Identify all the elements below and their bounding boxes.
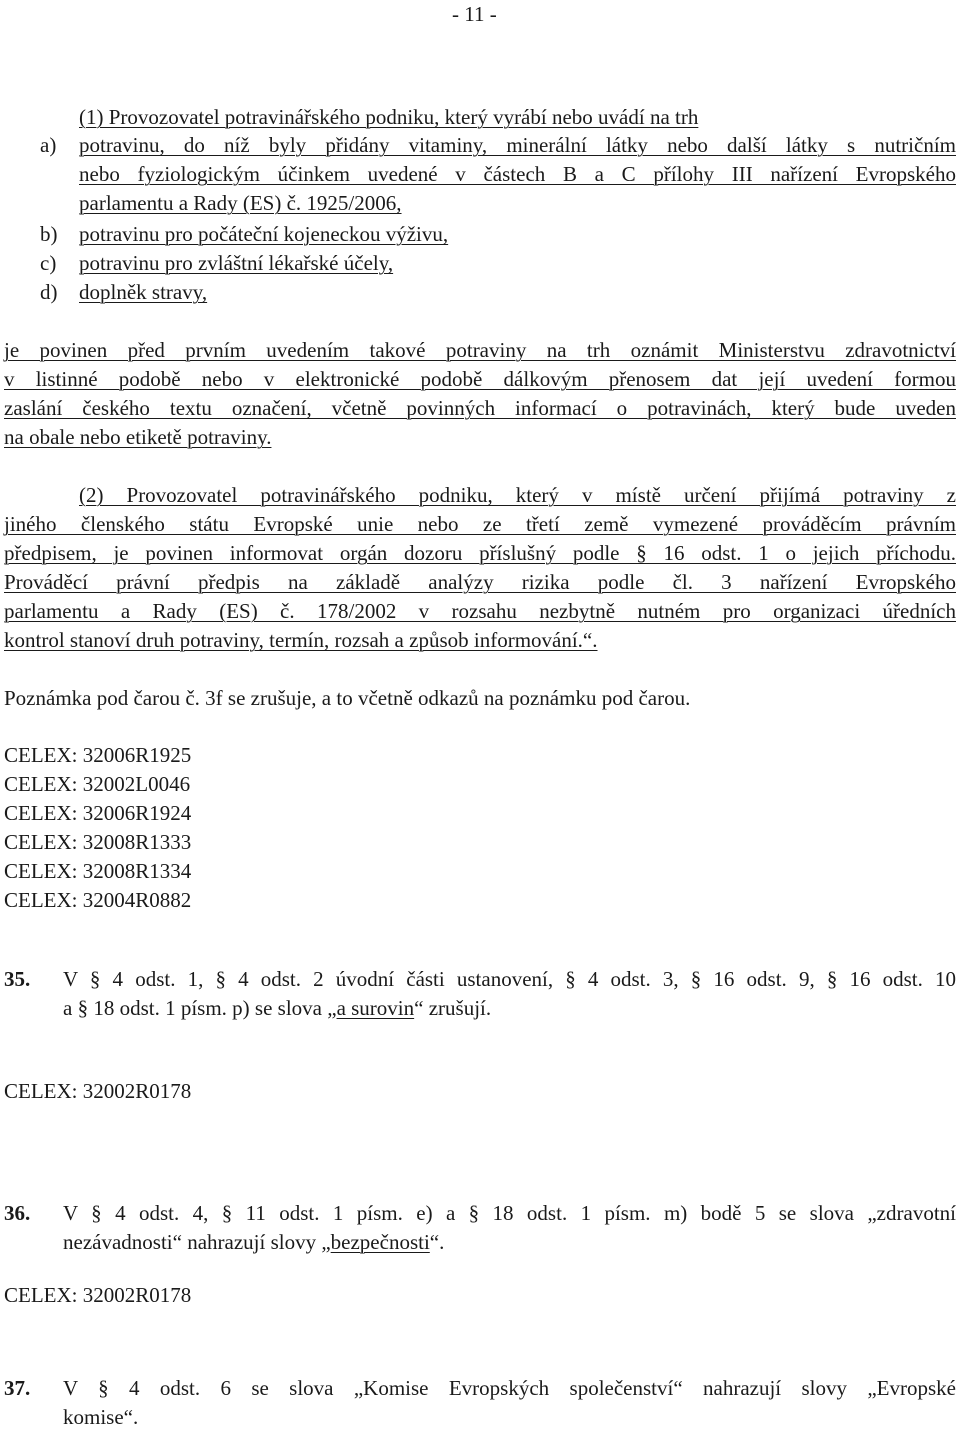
item-marker: c) <box>40 251 57 275</box>
item-line: nebo fyziologickým účinkem uvedené v částech B a C přílohy III nařízení Evropského <box>79 162 956 186</box>
celex-ref: CELEX: 32006R1924 <box>4 801 192 825</box>
item-37-text <box>63 1374 956 1432</box>
item-36-line: V § 4 odst. 4, § 11 odst. 1 písm. e) a § 18 odst. 1 písm. m) bodě 5 se slova „zdravotní <box>63 1201 956 1225</box>
item-marker: b) <box>40 222 58 246</box>
item-36-new-words: bezpečnosti <box>330 1230 430 1254</box>
item-36-text <box>63 1199 956 1257</box>
item-35-celex: CELEX: 32002R0178 <box>4 1079 192 1103</box>
para2-line: jiného členského státu Evropské unie nebo ze třetí země vymezené prováděcím právním <box>4 512 956 536</box>
item-36-line <box>63 1228 956 1257</box>
item-line: doplněk stravy, <box>79 280 208 304</box>
item-37-number: 37. <box>4 1376 31 1400</box>
para2-line: předpisem, je povinen informovat orgán dozoru příslušný podle § 16 odst. 1 o jejich příchodu. <box>4 541 956 565</box>
item-line: potravinu, do níž byly přidány vitaminy, minerální látky nebo další látky s nutričním <box>79 133 956 157</box>
item-35-number: 35. <box>4 967 31 991</box>
celex-ref: CELEX: 32008R1333 <box>4 830 192 854</box>
para2-line: Prováděcí právní předpis na základě analýzy rizika podle čl. 3 nařízení Evropského <box>4 570 956 594</box>
item-35-text <box>63 965 956 1023</box>
item-text <box>79 131 956 218</box>
item-36-number: 36. <box>4 1201 31 1225</box>
item-line: potravinu pro zvláštní lékařské účely, <box>79 251 394 275</box>
item-marker: d) <box>40 280 58 304</box>
para2-line: parlamentu a Rady (ES) č. 178/2002 v rozsahu nezbytně nutném pro organizaci úředních <box>4 599 956 623</box>
item-35-line2-post: “ zrušují. <box>414 996 492 1020</box>
closing-line: v listinné podobě nebo v elektronické podobě dálkovým přenosem dat její uvedení formou <box>4 367 956 391</box>
para1-intro: (1) Provozovatel potravinářského podniku, který vyrábí nebo uvádí na trh <box>79 105 699 129</box>
closing-line: na obale nebo etiketě potraviny. <box>4 425 272 449</box>
celex-ref: CELEX: 32006R1925 <box>4 743 192 767</box>
closing-line: je povinen před prvním uvedením takové potraviny na trh oznámit Ministerstvu zdravotnictví <box>4 338 956 362</box>
item-36-line2-post: “. <box>429 1230 445 1254</box>
closing-line: zaslání českého textu označení, včetně povinných informací o potravinách, který bude uveden <box>4 396 956 420</box>
page-number: - 11 - <box>452 2 497 26</box>
para2-line: kontrol stanoví druh potraviny, termín, rozsah a způsob informování.“. <box>4 628 598 652</box>
item-line: parlamentu a Rady (ES) č. 1925/2006, <box>79 191 402 215</box>
item-35-line2-pre: a § 18 odst. 1 písm. p) se slova „ <box>63 996 337 1020</box>
para2 <box>4 481 956 655</box>
item-marker: a) <box>40 133 57 157</box>
para2-line: (2) Provozovatel potravinářského podniku, který v místě určení přijímá potraviny z <box>79 483 956 507</box>
item-line: potravinu pro počáteční kojeneckou výživu, <box>79 222 449 246</box>
item-37-line: komise“. <box>63 1405 139 1429</box>
item-37-line: V § 4 odst. 6 se slova „Komise Evropských společenství“ nahrazují slovy „Evropské <box>63 1376 956 1400</box>
para1-closing <box>4 336 956 452</box>
item-36-line2-pre: nezávadnosti“ nahrazují slovy „ <box>63 1230 331 1254</box>
item-36-celex: CELEX: 32002R0178 <box>4 1283 192 1307</box>
celex-ref: CELEX: 32004R0882 <box>4 888 192 912</box>
item-35-removed-words: a surovin <box>336 996 415 1020</box>
celex-list <box>4 741 191 915</box>
celex-ref: CELEX: 32008R1334 <box>4 859 192 883</box>
footnote-note: Poznámka pod čarou č. 3f se zrušuje, a to včetně odkazů na poznámku pod čarou. <box>4 686 691 710</box>
item-35-line: V § 4 odst. 1, § 4 odst. 2 úvodní části ustanovení, § 4 odst. 3, § 16 odst. 9, § 16 odst. 10 <box>63 967 956 991</box>
celex-ref: CELEX: 32002L0046 <box>4 772 191 796</box>
item-35-line <box>63 994 956 1023</box>
